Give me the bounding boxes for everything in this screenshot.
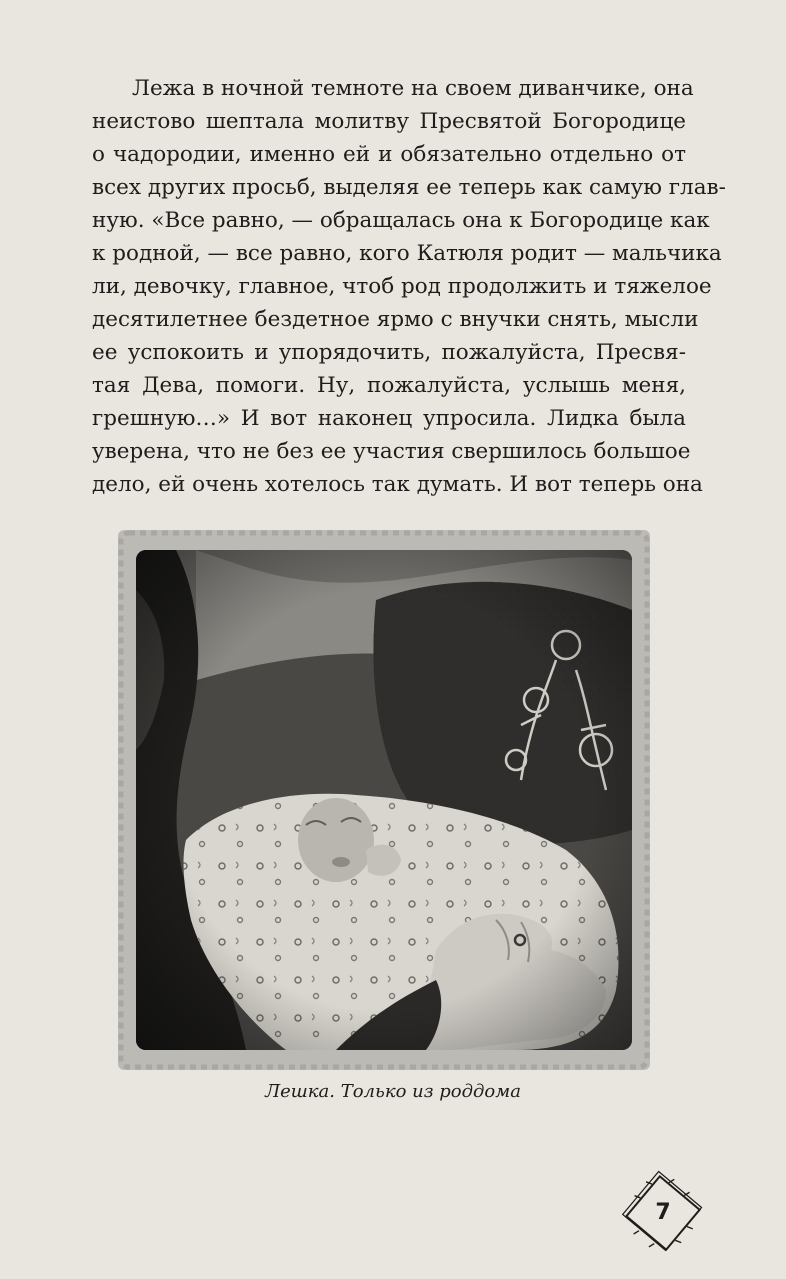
text-line: ли, девочку, главное, чтоб род продолжить и тяжелое	[92, 274, 712, 299]
photo-image	[136, 550, 632, 1050]
text-line: к родной, — все равно, кого Катюля родит — мальчика	[92, 241, 722, 266]
page-number: 7	[655, 1200, 671, 1225]
text-line: ее успокоить и упорядочить, пожалуйста, Пресвя-	[92, 340, 686, 365]
text-line: о чадородии, именно ей и обязательно отдельно от	[92, 142, 686, 167]
baby-photo	[136, 550, 632, 1050]
text-line: дело, ей очень хотелось так думать. И вот теперь она	[92, 472, 703, 497]
text-line: грешную…» И вот наконец упросила. Лидка была	[92, 406, 686, 431]
text-line: ную. «Все равно, — обращалась она к Богородице как	[92, 208, 710, 233]
text-line: неистово шептала молитву Пресвятой Богородице	[92, 109, 686, 134]
page-number-badge	[620, 1170, 706, 1256]
photo-caption: Лешка. Только из роддома	[265, 1081, 521, 1102]
photo-frame	[118, 530, 650, 1070]
text-line: десятилетнее бездетное ярмо с внучки снять, мысли	[92, 307, 699, 332]
text-line: уверена, что не без ее участия свершилось большое	[92, 439, 691, 464]
body-text	[92, 72, 726, 501]
text-line: всех других просьб, выделяя ее теперь как самую глав-	[92, 175, 726, 200]
text-line: тая Дева, помоги. Ну, пожалуйста, услышь меня,	[92, 373, 686, 398]
text-line: Лежа в ночной темноте на своем диванчике, она	[132, 76, 694, 101]
